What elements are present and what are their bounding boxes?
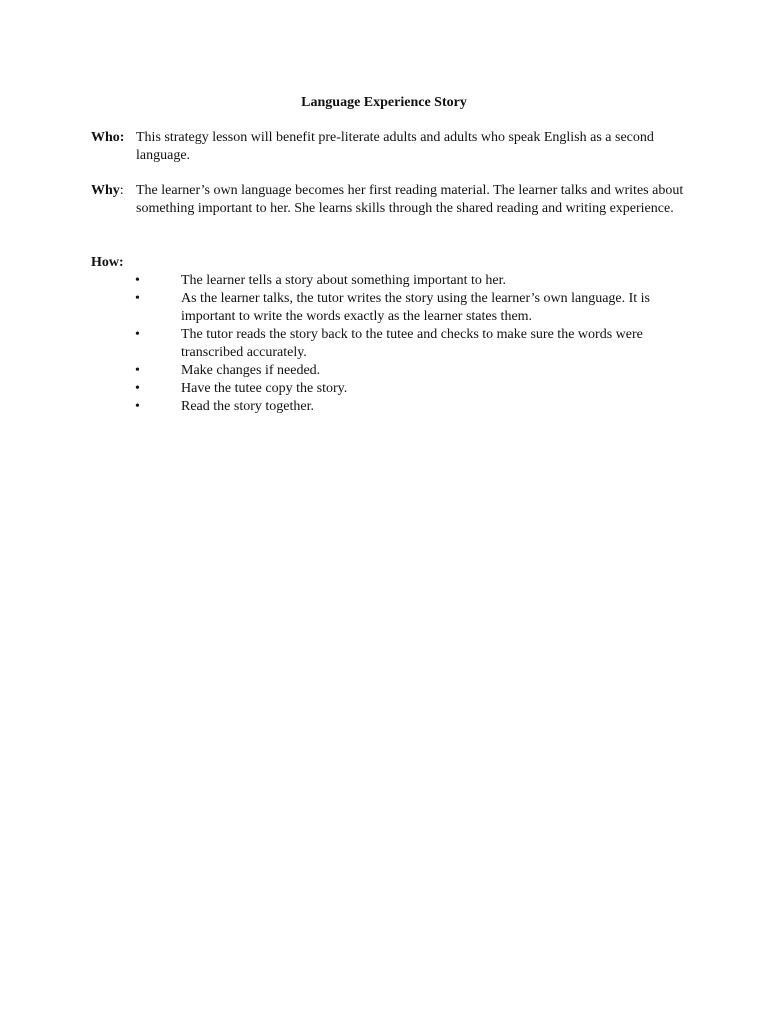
list-item-text: Have the tutee copy the story. bbox=[181, 381, 348, 396]
list-item bbox=[91, 272, 691, 290]
list-item-text: Make changes if needed. bbox=[181, 363, 321, 378]
how-label: How: bbox=[91, 255, 124, 270]
how-bullet-list bbox=[91, 272, 691, 416]
list-item-text: As the learner talks, the tutor writes the story using the learner’s own language. It is important to write the words exactly as the learner states them. bbox=[181, 291, 651, 324]
why-label-group bbox=[91, 182, 124, 200]
bullet-icon: • bbox=[135, 291, 140, 306]
list-item-text: The learner tells a story about something important to her. bbox=[181, 273, 507, 288]
document-title: Language Experience Story bbox=[301, 95, 467, 110]
list-item-text: The tutor reads the story back to the tutee and checks to make sure the words were transcribed accurately. bbox=[181, 327, 643, 360]
list-item bbox=[91, 380, 691, 398]
why-text: The learner’s own language becomes her first reading material. The learner talks and writes about something important to her. She learns skills through the shared reading and writing experience. bbox=[136, 183, 684, 216]
list-item bbox=[91, 398, 691, 416]
list-item-text: Read the story together. bbox=[181, 399, 314, 414]
who-label: Who: bbox=[91, 130, 125, 145]
list-item bbox=[91, 326, 691, 362]
who-text: This strategy lesson will benefit pre-literate adults and adults who speak English as a second language. bbox=[136, 130, 654, 163]
bullet-icon: • bbox=[135, 273, 140, 288]
why-label-colon: : bbox=[119, 183, 124, 198]
bullet-icon: • bbox=[135, 327, 140, 342]
why-label: Why bbox=[91, 183, 120, 198]
bullet-icon: • bbox=[135, 381, 140, 396]
bullet-icon: • bbox=[135, 363, 140, 378]
list-item bbox=[91, 362, 691, 380]
list-item bbox=[91, 290, 691, 326]
bullet-icon: • bbox=[135, 399, 140, 414]
